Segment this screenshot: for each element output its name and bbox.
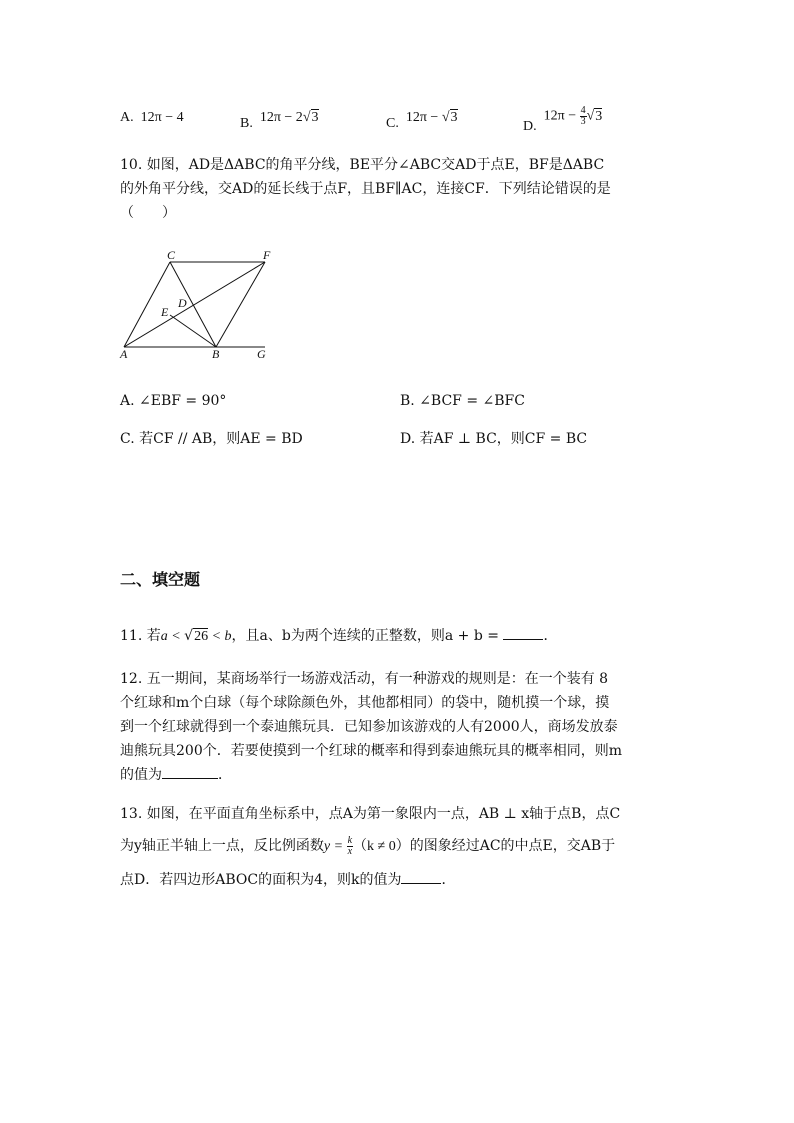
- q10-line2: 的外角平分线，交AD的延长线于点F，且BF∥AC，连接CF．下列结论错误的是: [120, 181, 611, 197]
- q10-option-a: A. ∠EBF = 90°: [120, 393, 227, 409]
- q10-line1: 10. 如图，AD是ΔABC的角平分线，BE平分∠ABC交AD于点E，BF是ΔABC: [120, 157, 605, 173]
- segment-BE: [170, 315, 216, 347]
- q12-answer-blank[interactable]: [162, 778, 218, 779]
- q10-option-d: D. 若AF ⊥ BC，则CF = BC: [400, 431, 588, 447]
- q10-geometry-figure: [115, 245, 295, 365]
- q11-answer-blank[interactable]: [503, 639, 543, 640]
- q10-option-b: B. ∠BCF = ∠BFC: [400, 393, 525, 409]
- label-A: A: [120, 347, 128, 361]
- q13-line3: 点D．若四边形ABOC的面积为4，则k的值为 ．: [120, 872, 456, 888]
- segment-AF: [124, 262, 265, 347]
- q9-option-c: C. 12π − √3: [386, 110, 458, 131]
- q12-line3: 到一个红球就得到一个泰迪熊玩具．已知参加该游戏的人有2000人，商场发放泰: [120, 719, 618, 735]
- q13-line1: 13. 如图，在平面直角坐标系中，点A为第一象限内一点，AB ⊥ x轴于点B，点C: [120, 806, 621, 822]
- q12-line1: 12. 五一期间，某商场举行一场游戏活动，有一种游戏的规则是：在一个装有 8: [120, 671, 609, 687]
- label-D: D: [178, 296, 187, 310]
- label-G: G: [257, 347, 266, 361]
- q9-option-d: D. 12π − $\frac{4}{3}$ √3: [523, 105, 603, 134]
- segment-CB: [170, 262, 216, 347]
- q10-line3: （ ）: [120, 205, 176, 221]
- label-C: C: [167, 248, 176, 262]
- q11-line: 11. 若a < √26 < b，且a、b为两个连续的正整数，则a + b = ．: [120, 628, 558, 644]
- section-heading: 二、填空题: [120, 570, 201, 589]
- segment-BF: [216, 262, 265, 347]
- q10-option-c: C. 若CF // AB，则AE = BD: [120, 431, 303, 447]
- q12-line5: 的值为 ．: [120, 767, 232, 783]
- q13-line2: 为y轴正半轴上一点，反比例函数y = $\frac{k}{x}$ （k ≠ 0）的图象经过AC的中点E，交AB于: [120, 834, 616, 857]
- label-E: E: [161, 305, 169, 319]
- q12-line4: 迪熊玩具200个．若要使摸到一个红球的概率和得到泰迪熊玩具的概率相同，则m: [120, 743, 622, 759]
- q9-option-a: A. 12π − 4: [120, 110, 184, 125]
- q9-option-b: B. 12π − 2√3: [240, 110, 319, 131]
- label-F: F: [263, 248, 271, 262]
- q13-answer-blank[interactable]: [401, 883, 441, 884]
- label-B: B: [212, 347, 220, 361]
- q12-line2: 个红球和m个白球（每个球除颜色外，其他都相同）的袋中，随机摸一个球，摸: [120, 695, 610, 711]
